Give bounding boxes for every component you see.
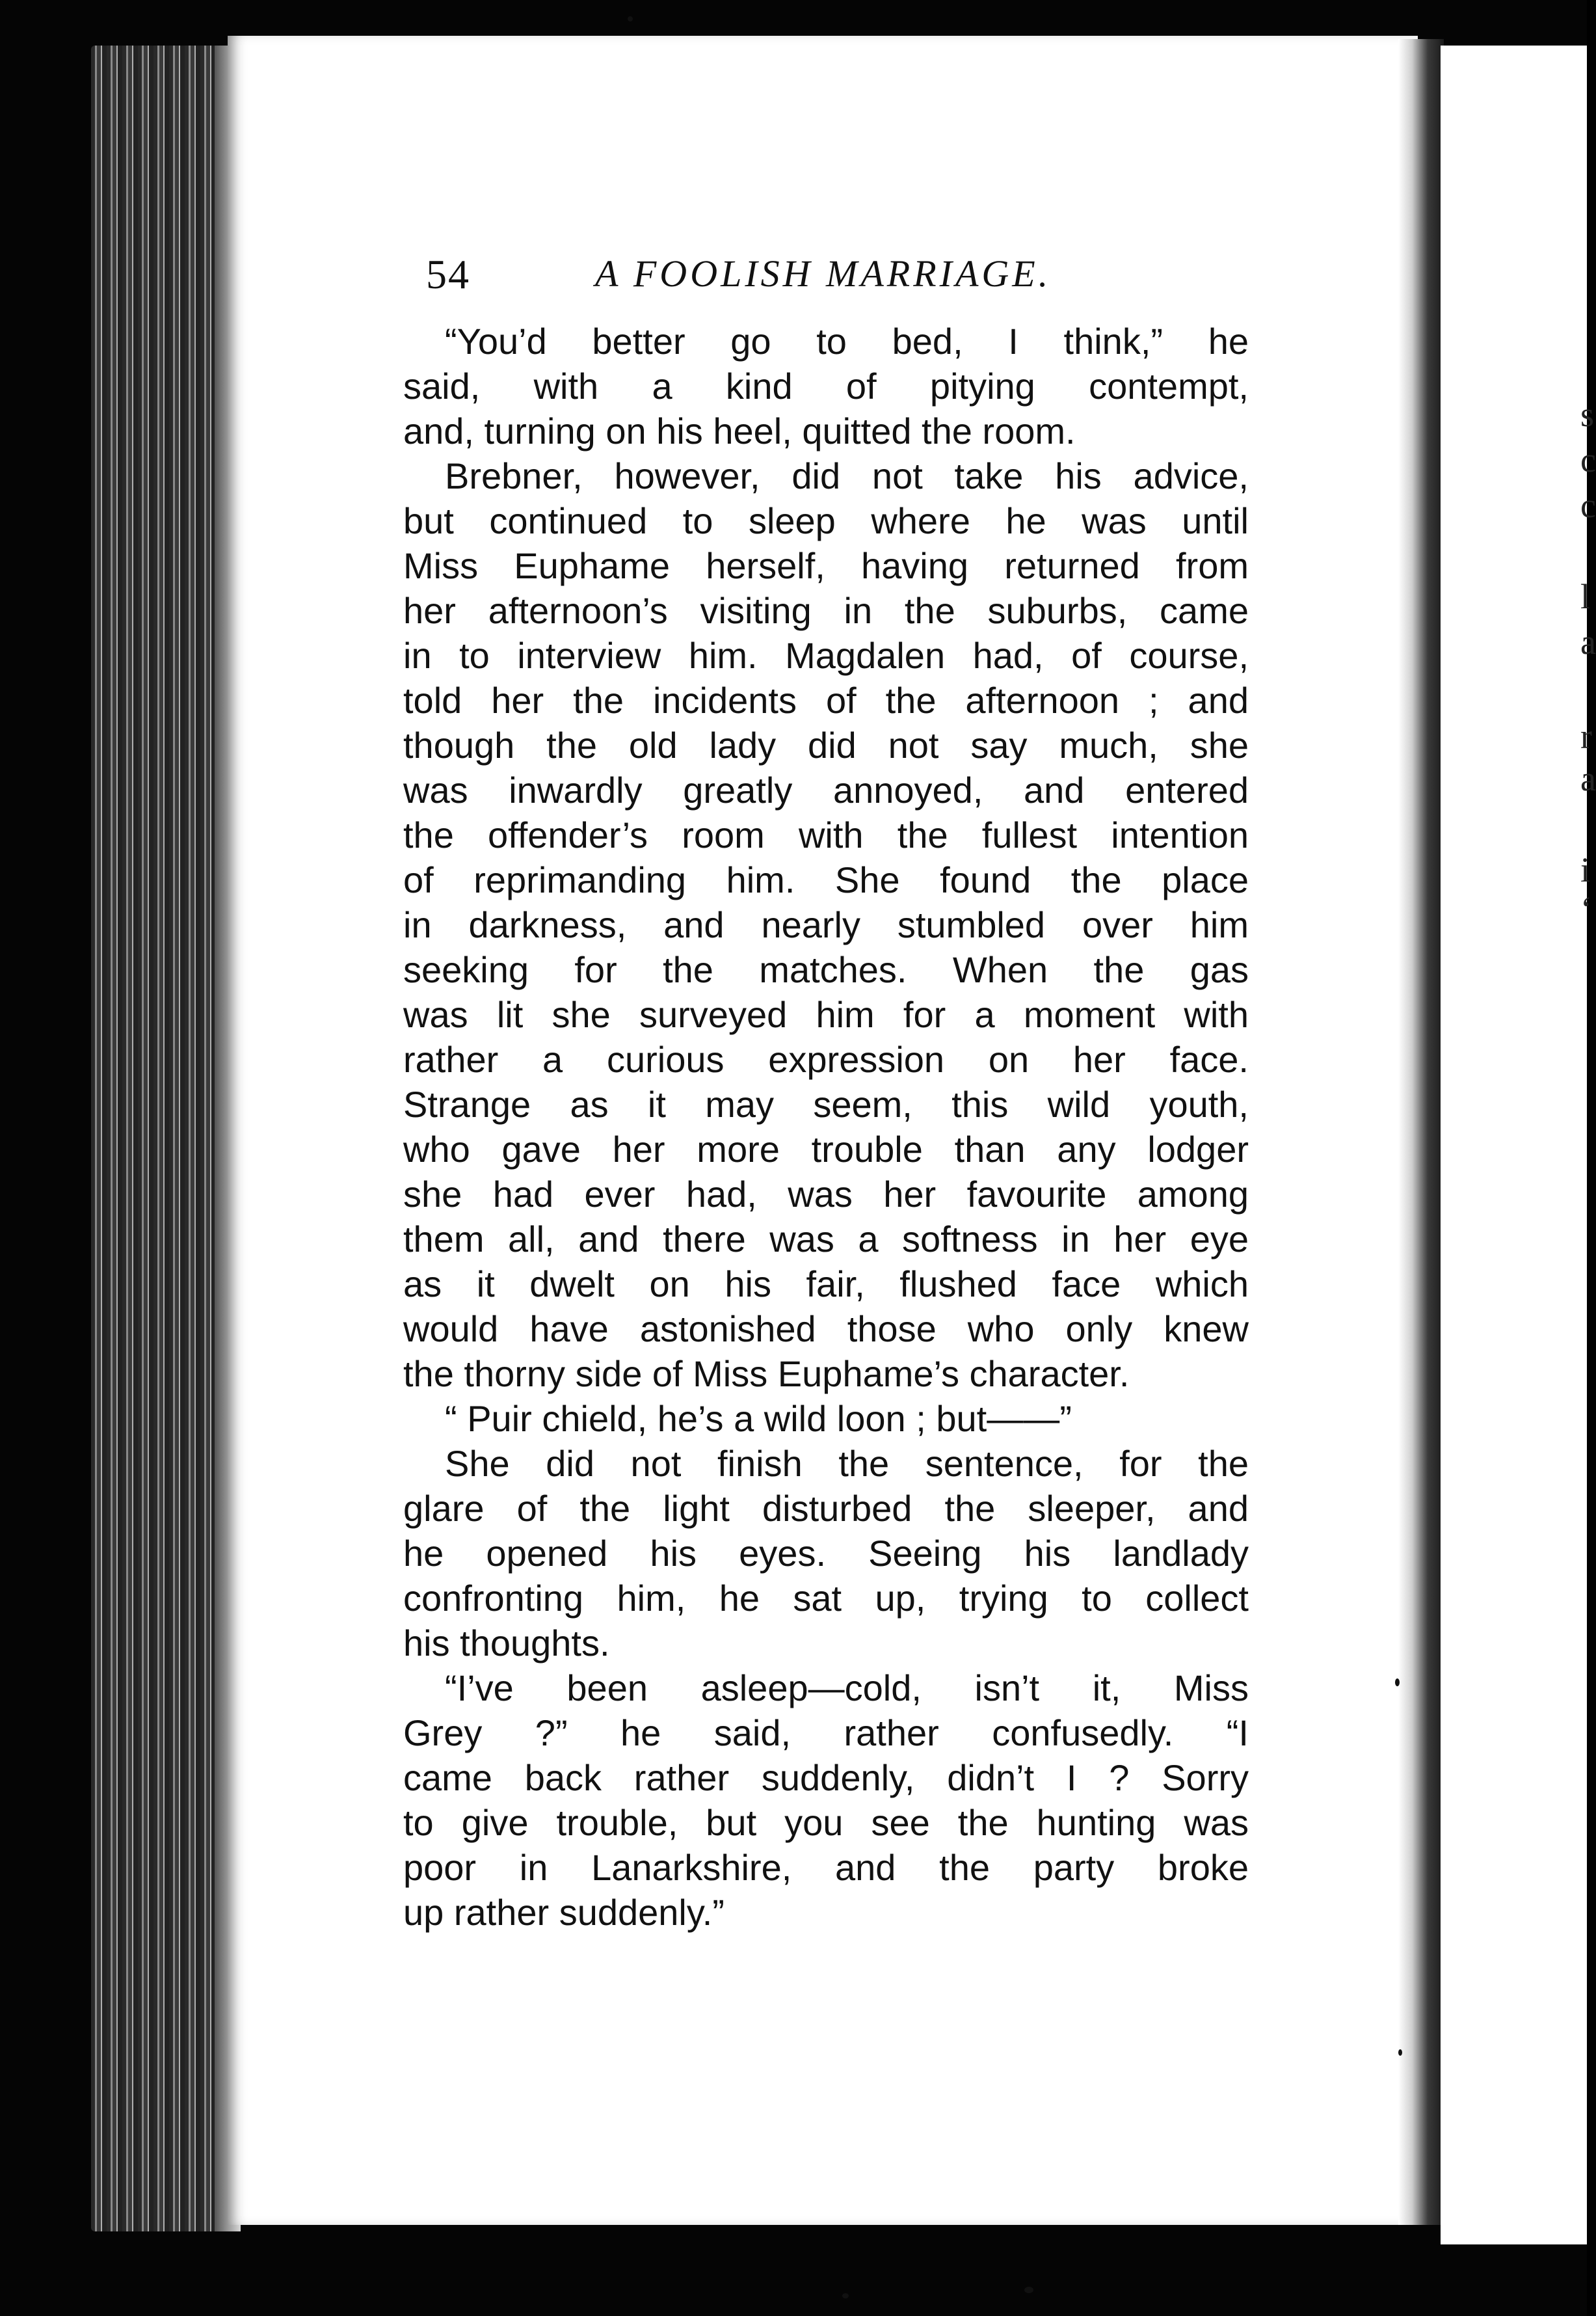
text-line: told her the incidents of the afternoon ; and [403, 680, 1249, 721]
text-line: and, turning on his heel, quitted the room. [403, 411, 1076, 451]
text-line: her afternoon’s visiting in the suburbs, came [403, 590, 1249, 631]
facing-page-fragment: s [1580, 395, 1595, 434]
facing-page-fragment: a [1580, 623, 1596, 662]
text-line: Grey ?” he said, rather confusedly. “I [403, 1712, 1249, 1753]
running-head [426, 250, 1096, 303]
facing-page-sliver [1441, 46, 1596, 2244]
text-line: though the old lady did not say much, she [403, 725, 1249, 766]
text-line: up rather suddenly.” [403, 1892, 725, 1933]
text-line: was inwardly greatly annoyed, and entered [403, 770, 1249, 811]
text-line: rather a curious expression on her face. [403, 1039, 1249, 1080]
facing-page-fragment: c [1580, 440, 1596, 479]
page-number: 54 [426, 251, 470, 297]
text-line: the offender’s room with the fullest intention [403, 815, 1249, 855]
text-line: she had ever had, was her favourite among [403, 1174, 1249, 1215]
text-line: in darkness, and nearly stumbled over him [403, 904, 1249, 945]
text-line: the thorny side of Miss Euphame’s character. [403, 1353, 1130, 1394]
facing-page-fragment: a [1580, 759, 1596, 798]
facing-page-fragment: l [1580, 577, 1591, 616]
text-line: seeking for the matches. When the gas [403, 949, 1249, 990]
text-line: “You’d better go to bed, I think,” he [445, 321, 1249, 362]
text-line: came back rather suddenly, didn’t I ? Sorry [403, 1757, 1249, 1798]
facing-page-fragment: ‘ [1580, 889, 1592, 928]
text-line: he opened his eyes. Seeing his landlady [403, 1533, 1249, 1574]
text-line: but continued to sleep where he was until [403, 500, 1249, 541]
text-line: She did not finish the sentence, for the [445, 1443, 1249, 1484]
text-line: as it dwelt on his fair, flushed face which [403, 1263, 1249, 1304]
text-line: was lit she surveyed him for a moment with [403, 994, 1249, 1035]
book-page-edges [91, 46, 241, 2231]
facing-page-fragment: i [1580, 850, 1591, 889]
text-line: them all, and there was a softness in her eye [403, 1219, 1249, 1259]
text-line: of reprimanding him. She found the place [403, 859, 1249, 900]
text-line: confronting him, he sat up, trying to collect [403, 1578, 1249, 1619]
text-line: would have astonished those who only knew [403, 1308, 1249, 1349]
text-line: “I’ve been asleep—cold, isn’t it, Miss [445, 1667, 1249, 1708]
text-line: in to interview him. Magdalen had, of course, [403, 635, 1249, 676]
body-text [403, 319, 1249, 1935]
text-line: said, with a kind of pitying contempt, [403, 366, 1249, 407]
text-line: poor in Lanarkshire, and the party broke [403, 1847, 1249, 1888]
text-line: glare of the light disturbed the sleeper, and [403, 1488, 1249, 1529]
book-gutter [1398, 39, 1444, 2225]
text-line: to give trouble, but you see the hunting was [403, 1802, 1249, 1843]
text-line: Miss Euphame herself, having returned from [403, 545, 1249, 586]
text-line: Brebner, however, did not take his advice, [445, 455, 1249, 496]
text-line: Strange as it may seem, this wild youth, [403, 1084, 1249, 1125]
running-title: A FOOLISH MARRIAGE. [595, 252, 1052, 295]
facing-page-fragment: r [1580, 717, 1592, 756]
text-line: his thoughts. [403, 1623, 610, 1663]
text-line: “ Puir chield, he’s a wild loon ; but——” [445, 1398, 1072, 1439]
facing-page-fragment: c [1580, 486, 1596, 525]
text-line: who gave her more trouble than any lodger [403, 1129, 1249, 1170]
